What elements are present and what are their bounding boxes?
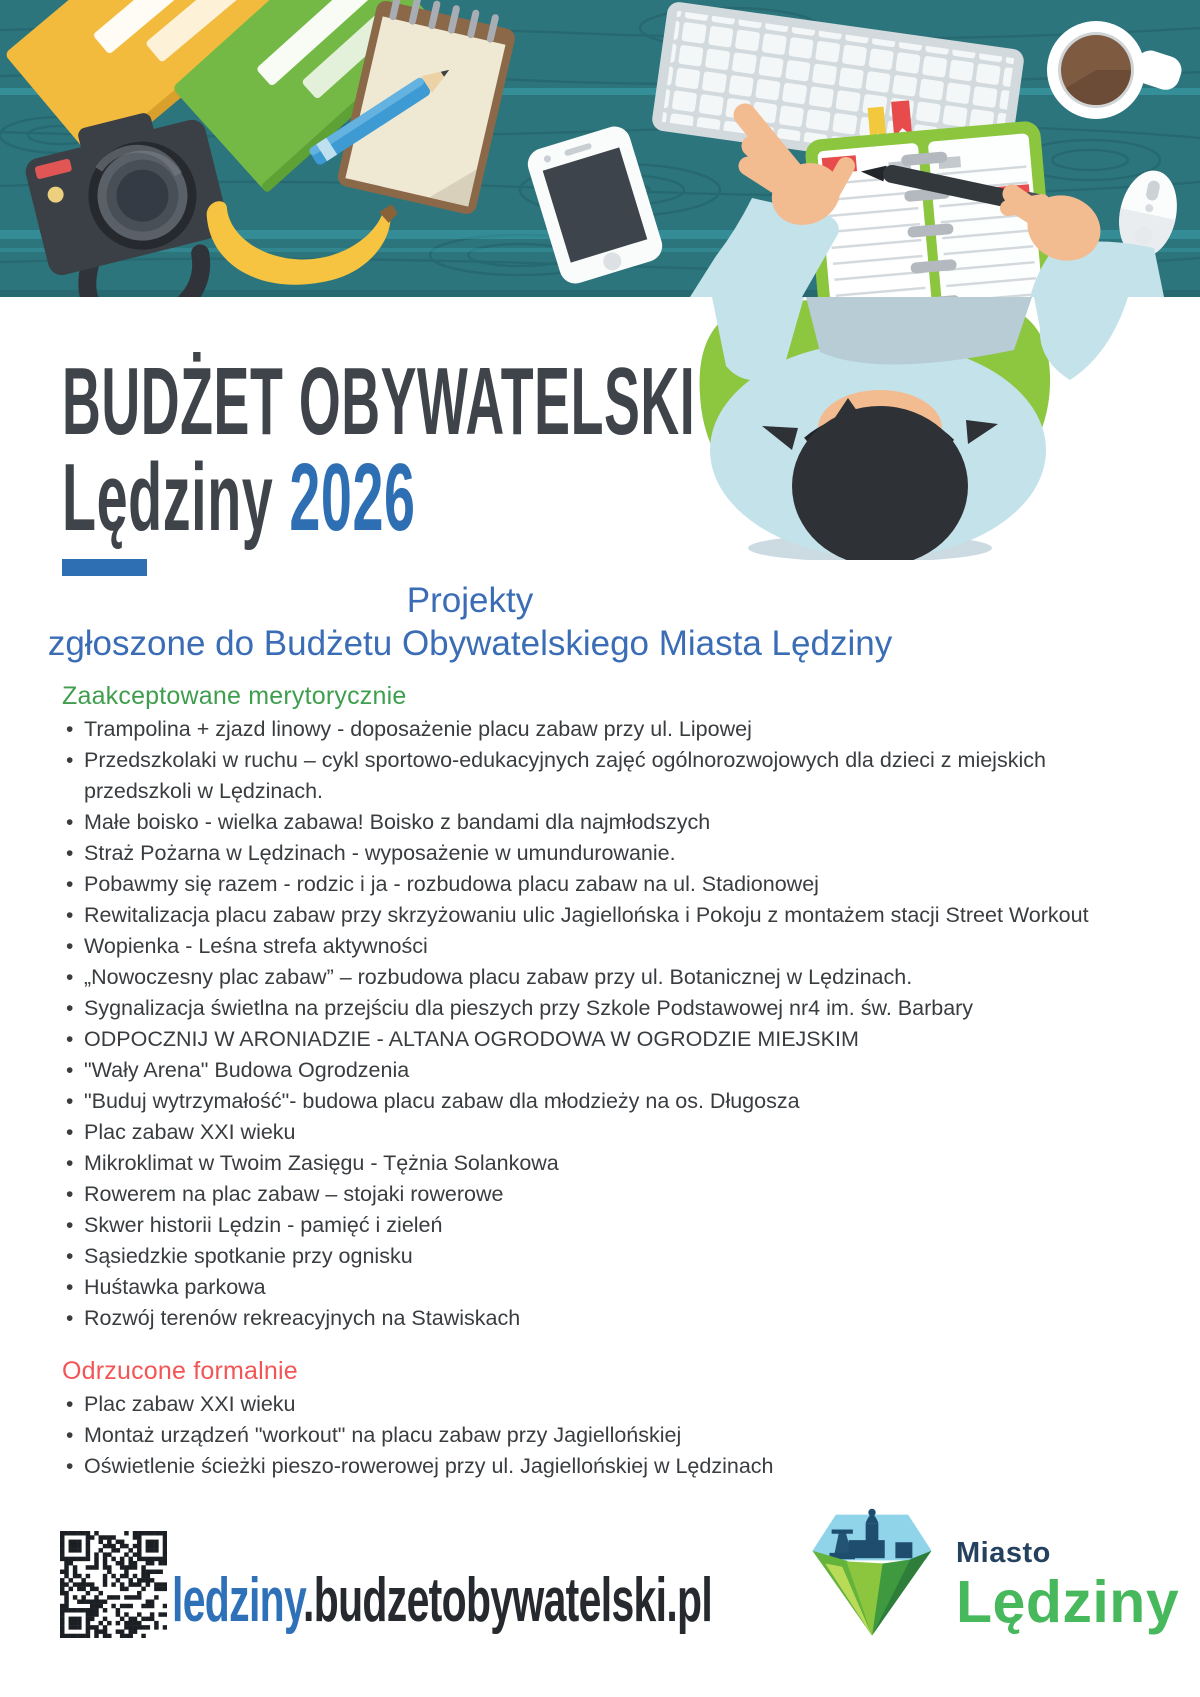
list-item: • „Nowoczesny plac zabaw” – rozbudowa placu zabaw przy ul. Botanicznej w Lędzinach. [62, 962, 1106, 993]
list-item: • ODPOCZNIJ W ARONIADZIE - ALTANA OGRODOWA W OGRODZIE MIEJSKIM [62, 1024, 1106, 1055]
subtitle-line1: Projekty [406, 581, 534, 620]
url-prefix: ledziny [172, 1566, 304, 1635]
subtitle-line2: zgłoszone do Budżetu Obywatelskiego Miasta Lędziny [47, 624, 893, 663]
list-item: • Rozwój terenów rekreacyjnych na Stawiskach [62, 1303, 1106, 1334]
list-item: • Sygnalizacja świetlna na przejściu dla pieszych przy Szkole Podstawowej nr4 im. św. Barbary [62, 993, 1106, 1024]
accepted-section [62, 681, 1106, 1334]
rejected-section [62, 1356, 1106, 1482]
list-item: • Montaż urządzeń "workout" na placu zabaw przy Jagiellońskiej [62, 1420, 1106, 1451]
list-item: • Pobawmy się razem - rodzic i ja - rozbudowa placu zabaw na ul. Stadionowej [62, 869, 1106, 900]
list-item: • Trampolina + zjazd linowy - doposażenie placu zabaw przy ul. Lipowej [62, 714, 1106, 745]
project-sections [62, 681, 1106, 1482]
rejected-list [62, 1389, 1106, 1482]
logo-name: Lędziny [956, 1569, 1180, 1635]
list-item: • Skwer historii Lędzin - pamięć i zieleń [62, 1210, 1106, 1241]
list-item: • Małe boisko - wielka zabawa! Boisko z bandami dla najmłodszych [62, 807, 1106, 838]
site-url [172, 1566, 712, 1636]
list-item: • Plac zabaw XXI wieku [62, 1117, 1106, 1148]
title-city: Lędziny [62, 444, 274, 551]
list-item: • "Wały Arena" Budowa Ogrodzenia [62, 1055, 1106, 1086]
list-item: • Plac zabaw XXI wieku [62, 1389, 1106, 1420]
page-title-line1: BUDŻET OBYWATELSKI [62, 348, 696, 455]
list-item: • Rewitalizacja placu zabaw przy skrzyżowaniu ulic Jagiellońska i Pokoju z montażem stacji Street Workout [62, 900, 1106, 931]
qr-code [60, 1531, 167, 1638]
list-item: • Sąsiedzkie spotkanie przy ognisku [62, 1241, 1106, 1272]
list-item: • "Buduj wytrzymałość"- budowa placu zabaw dla młodzieży na os. Długosza [62, 1086, 1106, 1117]
city-logo-emblem [806, 1504, 938, 1645]
title-underline-bar [62, 559, 147, 576]
city-logo-text [956, 1537, 1179, 1633]
list-item: • Przedszkolaki w ruchu – cykl sportowo-edukacyjnych zajęć ogólnorozwojowych dla dzieci z miejskich przedszkoli w Lędzinach. [62, 745, 1106, 807]
person-writing-illustration [700, 297, 1128, 560]
list-item: • Rowerem na plac zabaw – stojaki rowerowe [62, 1179, 1106, 1210]
subtitle [0, 581, 940, 663]
rejected-heading: Odrzucone formalnie [62, 1357, 298, 1385]
title-year: 2026 [289, 444, 416, 551]
list-item: • Huśtawka parkowa [62, 1272, 1106, 1303]
list-item: • Wopienka - Leśna strefa aktywności [62, 931, 1106, 962]
list-item: • Mikroklimat w Twoim Zasięgu - Tężnia Solankowa [62, 1148, 1106, 1179]
accepted-list [62, 714, 1106, 1334]
list-item: • Oświetlenie ścieżki pieszo-rowerowej przy ul. Jagiellońskiej w Lędzinach [62, 1451, 1106, 1482]
accepted-heading: Zaakceptowane merytorycznie [62, 682, 407, 710]
list-item: • Straż Pożarna w Lędzinach - wyposażenie w umundurowanie. [62, 838, 1106, 869]
url-suffix: .budzetobywatelski.pl [303, 1566, 713, 1635]
logo-caption: Miasto [956, 1537, 1051, 1569]
page-title-line2 [62, 444, 416, 551]
